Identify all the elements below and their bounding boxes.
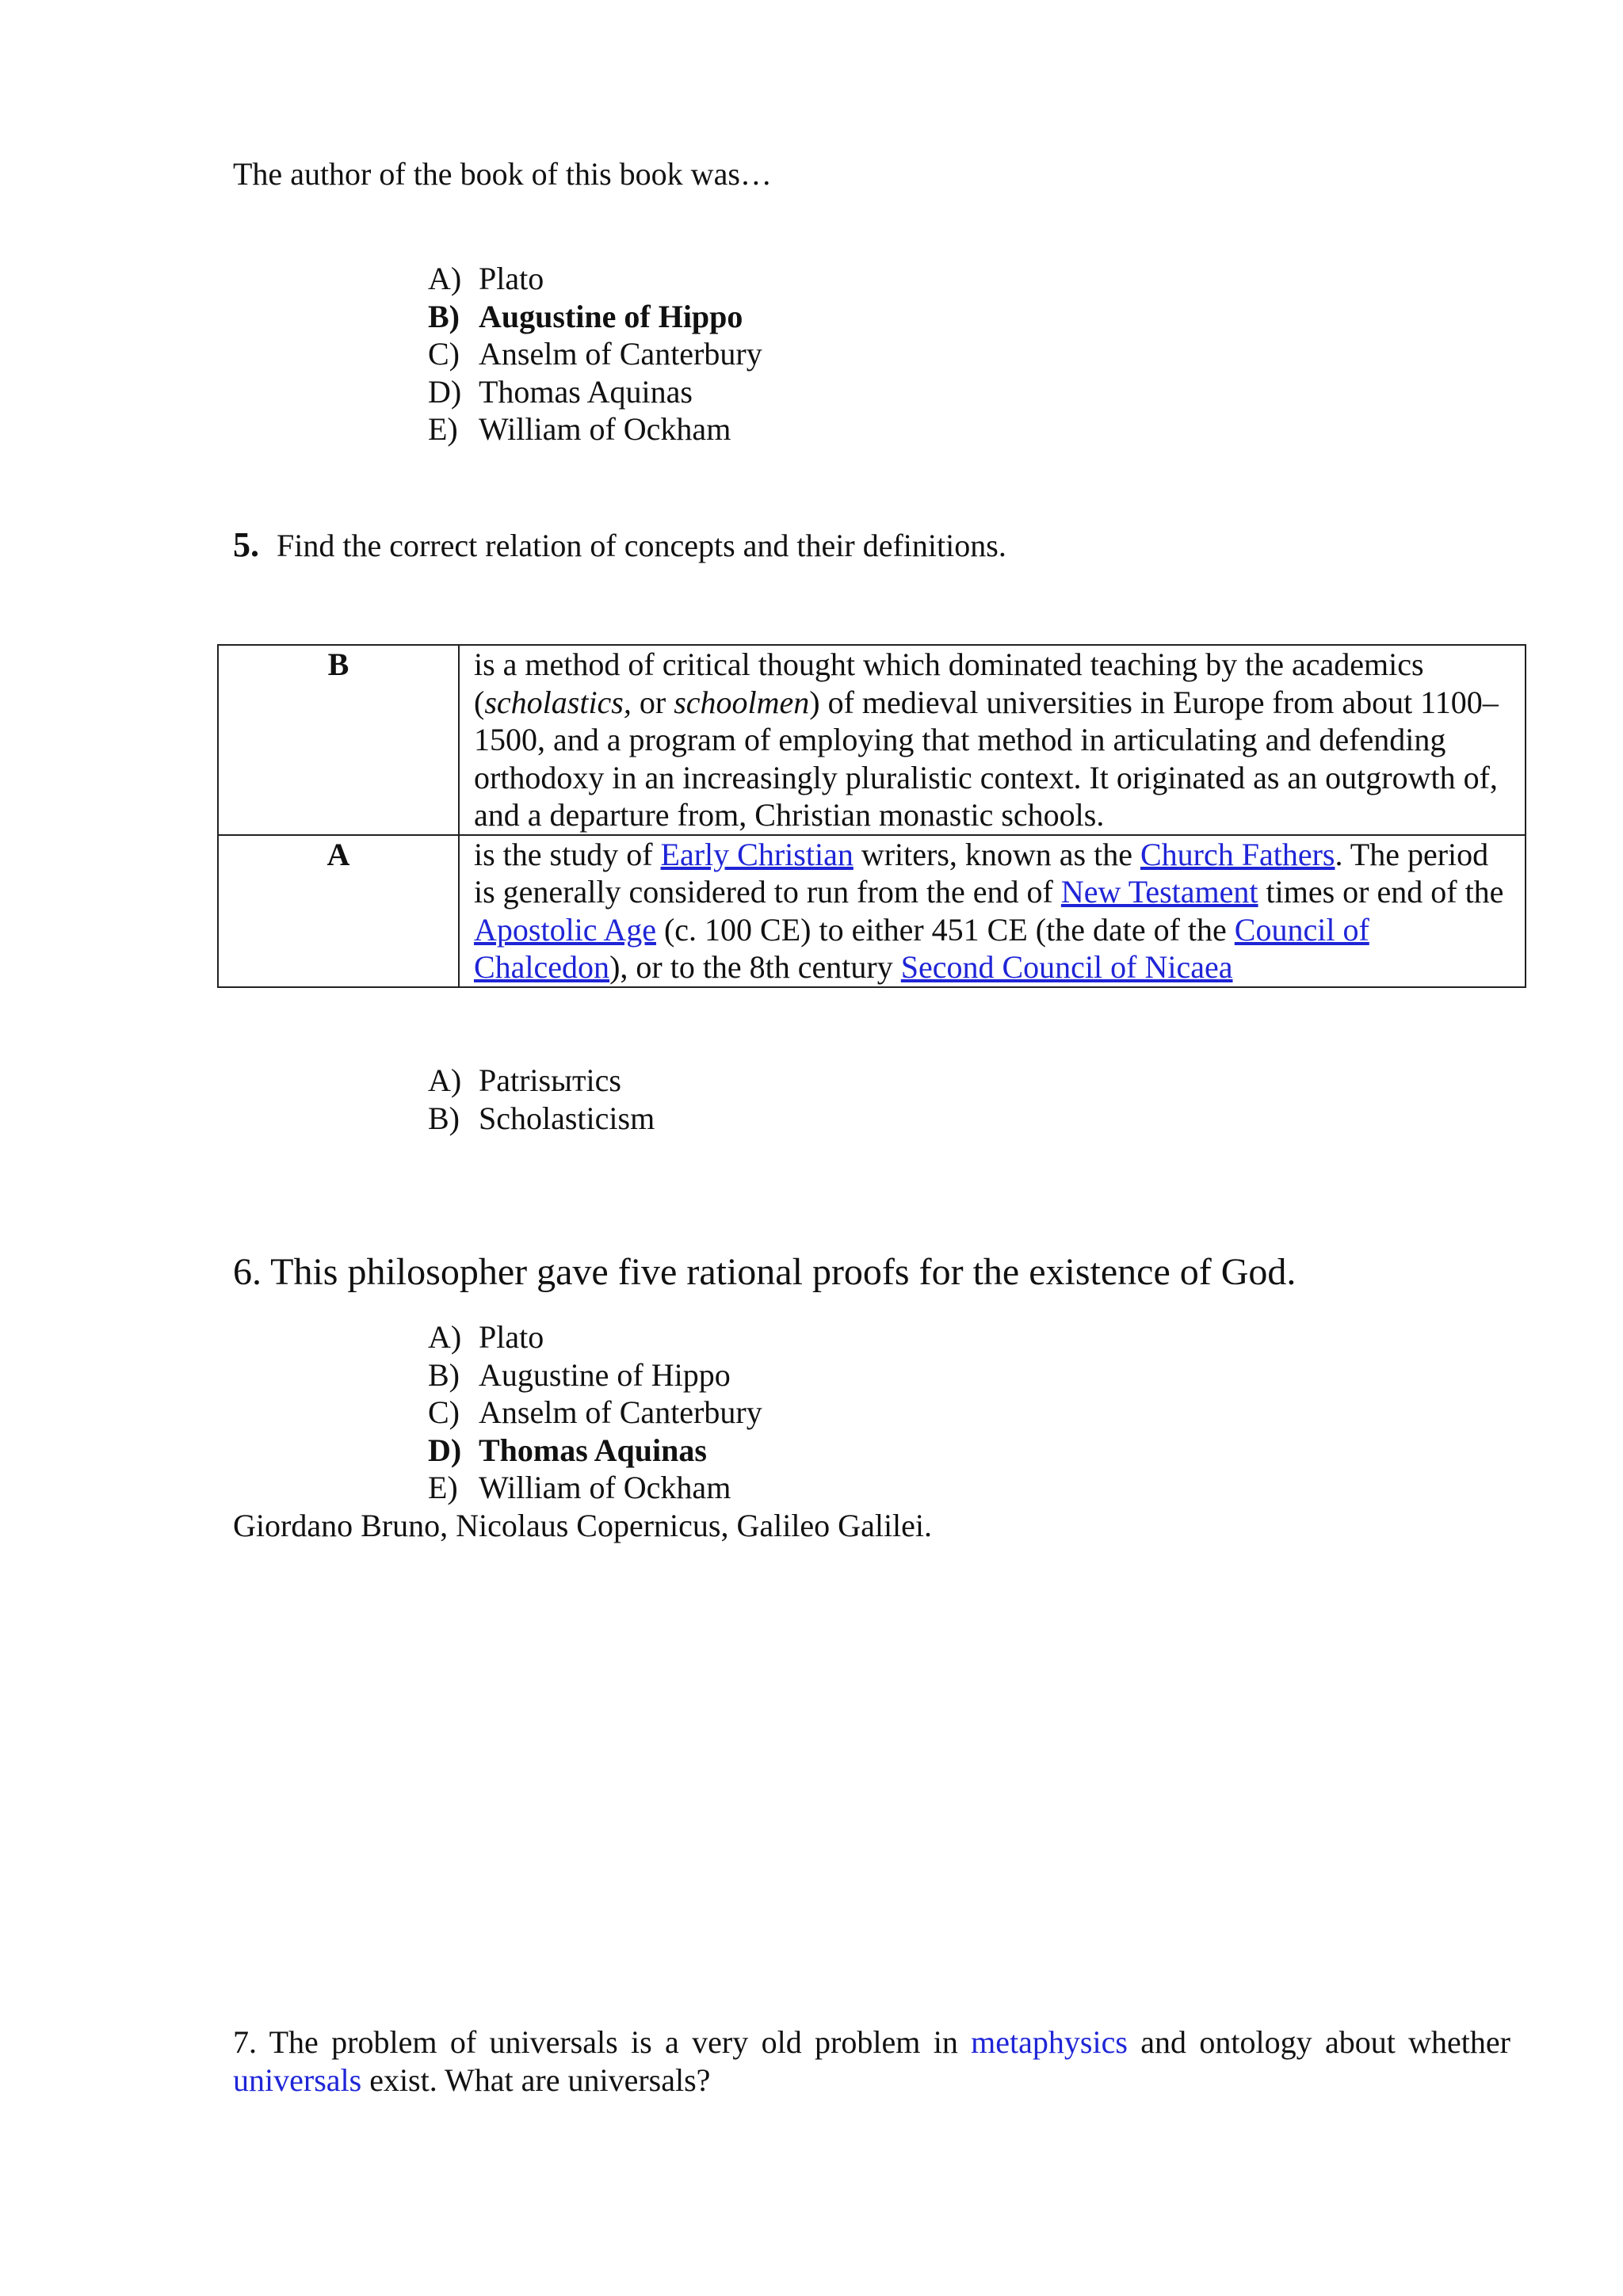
link-second-council-of-nicaea[interactable]: Second Council of Nicaea xyxy=(900,949,1233,985)
link-early-christian[interactable]: Early Christian xyxy=(660,836,854,872)
q6-prompt: 6. This philosopher gave five rational proofs for the existence of God. xyxy=(233,1251,1296,1293)
q5-option-a: A) Patrisытics xyxy=(428,1062,621,1098)
q4-option-d: D) Thomas Aquinas xyxy=(428,373,693,410)
row1-key: B xyxy=(218,645,459,835)
definitions-table xyxy=(217,644,1526,988)
q5-number: 5. xyxy=(233,525,259,564)
q7-prompt: 7. The problem of universals is a very old problem in metaphysics and ontology about whether universals exist. What are universals? xyxy=(233,2024,1510,2098)
table-row xyxy=(218,645,1526,835)
q6-option-a: A) Plato xyxy=(428,1319,544,1355)
link-church-fathers[interactable]: Church Fathers xyxy=(1140,836,1335,872)
q5-prompt: Find the correct relation of concepts and their definitions. xyxy=(277,528,1006,563)
q6-option-c: C) Anselm of Canterbury xyxy=(428,1394,762,1430)
link-universals[interactable]: universals xyxy=(233,2062,362,2098)
q4-prompt: The author of the book of this book was… xyxy=(233,156,772,192)
link-council-of-chalcedon[interactable]: Council of Chalcedon xyxy=(474,911,1369,985)
q6-option-e: E) William of Ockham xyxy=(428,1470,731,1505)
link-apostolic-age[interactable]: Apostolic Age xyxy=(474,911,656,948)
row2-key: A xyxy=(218,835,459,987)
q5-option-b: B) Scholasticism xyxy=(428,1100,655,1136)
row2-definition: is the study of Early Christian writers, known as the Church Fathers. The period is generally considered to run from the end of New Testament times or end of the Apostolic Age (c. 100 CE) to either 451 CE (the date of the Council of Chalcedon), or to the 8th century Second Council of Nicaea xyxy=(459,835,1526,987)
q4-options xyxy=(428,260,762,448)
q4-option-c: C) Anselm of Canterbury xyxy=(428,336,762,372)
q6-option-d: D) Thomas Aquinas xyxy=(428,1432,707,1468)
q6-extra-note: Giordano Bruno, Nicolaus Copernicus, Galileo Galilei. xyxy=(233,1508,933,1543)
row1-definition: is a method of critical thought which dominated teaching by the academics (scholastics, or schoolmen) of medieval universities in Europe from about 1100–1500, and a program of employing that method in articulating and defending orthodoxy in an increasingly pluralistic context. It originated as an outgrowth of, and a departure from, Christian monastic schools. xyxy=(459,645,1526,835)
q4-option-b: B) Augustine of Hippo xyxy=(428,298,743,334)
q6-options xyxy=(428,1318,762,1507)
q5-options xyxy=(428,1062,655,1137)
q4-option-e: E) William of Ockham xyxy=(428,411,731,447)
link-metaphysics[interactable]: metaphysics xyxy=(971,2024,1128,2060)
q5-heading xyxy=(233,526,1006,565)
q4-option-a: A) Plato xyxy=(428,261,544,296)
table-row xyxy=(218,835,1526,987)
link-new-testament[interactable]: New Testament xyxy=(1060,874,1258,910)
q6-option-b: B) Augustine of Hippo xyxy=(428,1356,731,1393)
